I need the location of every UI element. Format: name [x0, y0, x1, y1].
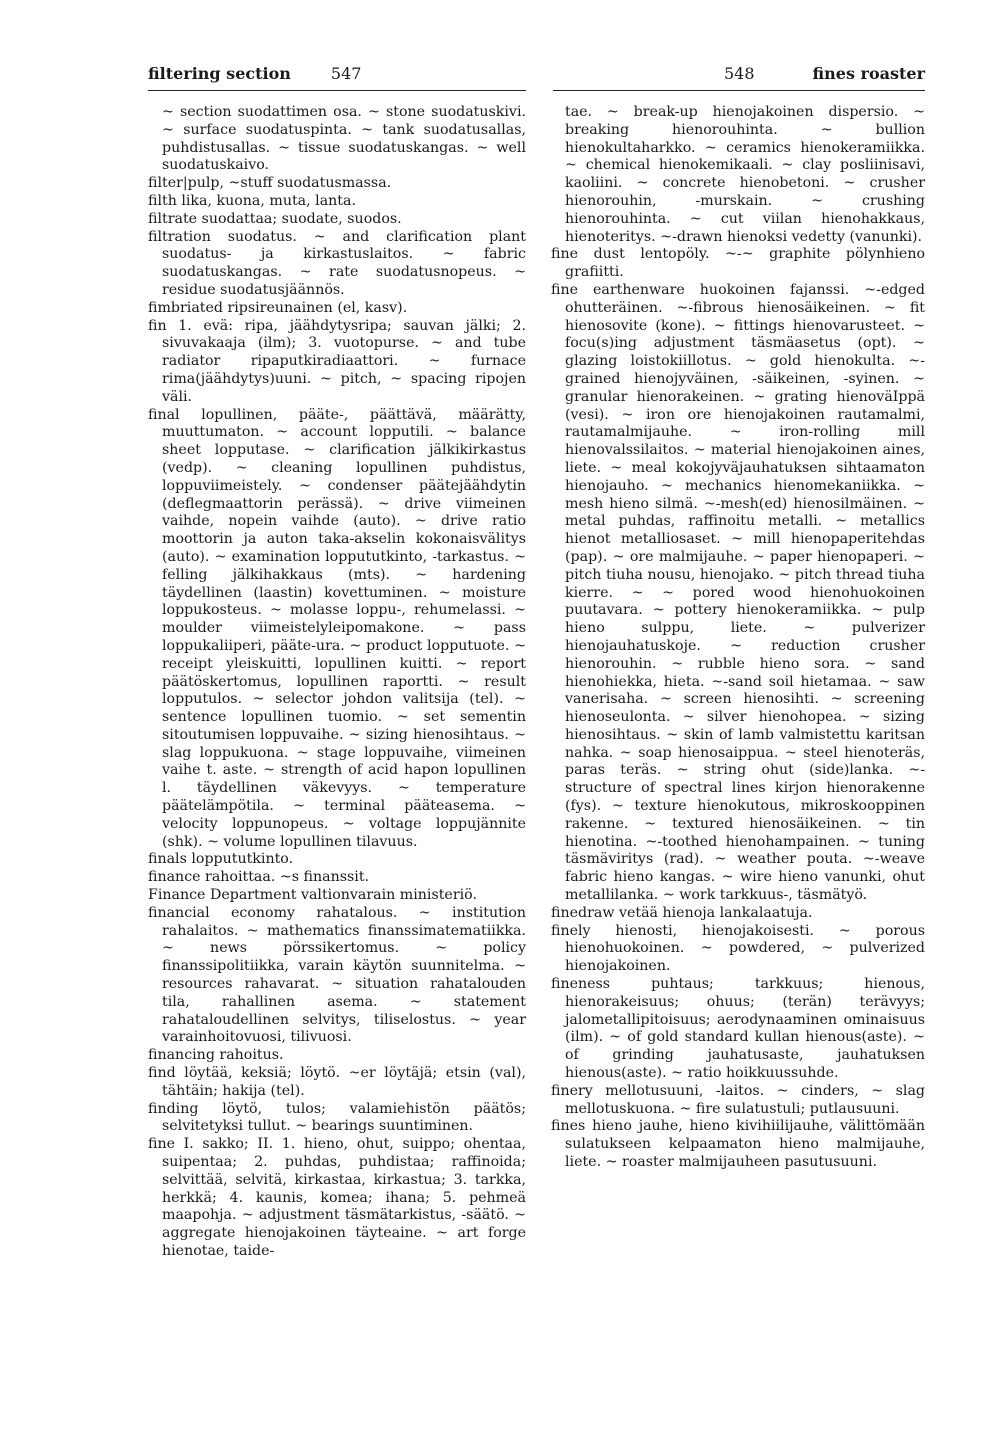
dictionary-entry: fineness puhtaus; tarkkuus; hienous, hienorakeisuus; ohuus; (terän) terävyys; jalometallipitoisuus; aerodynaaminen ominaisuus (ilm). ~ of gold standard kullan hienous(aste). ~ of grinding jauhatusaste, jauhatuksen hienous(aste). ~ ratio hoikkuussuhde.: [551, 976, 925, 1082]
dictionary-entry: finals loppututkinto.: [148, 851, 294, 868]
dictionary-entry: finance rahoittaa. ~s finanssit.: [148, 869, 370, 886]
dictionary-entry: fimbriated ripsireunainen (el, kasv).: [148, 299, 408, 316]
dictionary-entry: fine I. sakko; II. 1. hieno, ohut, suippo; ohentaa, suipentaa; 2. puhdas, puhdistaa; raffinoida; selvittää, selvitä, kirkastaa, kirkastua; 3. tarkka, herkkä; 4. kaunis, komea; ihana; 5. pehmeä maapohja. ~ adjustment täsmätarkistus, -säätö. ~ aggregate hienojakoinen täyteaine. ~ art forge hienotae, taide-: [148, 1136, 526, 1259]
dictionary-entry: financial economy rahatalous. ~ institution rahalaitos. ~ mathematics finanssimatematiikka. ~ news pörssikertomus. ~ policy finanssipolitiikka, varain käytön suunnitelma. ~ resources rahavarat. ~ situation rahatalouden tila, rahallinen asema. ~ statement rahataloudellinen selvitys, tiliselostus. ~ year varainhoitovuosi, tilivuosi.: [148, 904, 526, 1046]
dictionary-entry: ~ section suodattimen osa. ~ stone suodatuskivi. ~ surface suodatuspinta. ~ tank suodatusallas, puhdistusallas. ~ tissue suodatuskangas. ~ well suodatuskaivo.: [162, 104, 526, 174]
left-page-number: 547: [330, 64, 362, 83]
dictionary-entry: fines hieno jauhe, hieno kivihiilijauhe, välittömään sulatukseen kelpaamaton hieno malmijauhe, liete. ~ roaster malmijauheen pasutusuuni.: [551, 1118, 925, 1171]
left-running-head: [148, 64, 526, 91]
dictionary-entry: tae. ~ break-up hienojakoinen dispersio. ~ breaking hienorouhinta. ~ bullion hienokultaharkko. ~ ceramics hienokeramiikka. ~ chemical hienokemikaali. ~ clay posliinisavi, kaoliini. ~ concrete hienobetoni. ~ crusher hienorouhin, -murskain. ~ crushing hienorouhinta. ~ cut viilan hienohakkaus, hienoteritys. ~-drawn hienoksi vedetty (vanunki).: [565, 104, 925, 245]
dictionary-entry: filtrate suodattaa; suodate, suodos.: [148, 210, 402, 227]
right-page-number: 548: [723, 64, 755, 83]
right-running-head: [553, 64, 925, 91]
dictionary-entry: fin 1. evä: ripa, jäähdytysripa; sauvan jälki; 2. sivuvakaaja (ilm); 3. vuotopurse. ~ and tube radiator ripaputkiradiaattori. ~ furnace rima(jäähdytys)uuni. ~ pitch, ~ spacing ripojen väli.: [148, 317, 526, 405]
right-headword: fines roaster: [812, 64, 925, 83]
dictionary-entry: finely hienosti, hienojakoisesti. ~ porous hienohuokoinen. ~ powdered, ~ pulverized hienojakoinen.: [551, 922, 925, 975]
left-headword: filtering section: [148, 64, 291, 83]
right-column: [551, 104, 925, 1172]
dictionary-entry: finery mellotusuuni, -laitos. ~ cinders, ~ slag mellotuskuona. ~ fire sulatustuli; putlausuuni.: [551, 1082, 925, 1117]
dictionary-entry: final lopullinen, pääte-, päättävä, määrätty, muuttumaton. ~ account lopputili. ~ balance sheet lopputase. ~ clarification jälkikirkastus (vedp). ~ cleaning lopullinen puhdistus, loppuviimeistely. ~ condenser päätejäähdytin (deflegmaattorin perässä). ~ drive viimeinen vaihde, nopein vaihde (auto). ~ drive ratio moottorin ja auton taka-akselin kokonaisvälitys (auto). ~ examination loppututkinto, -tarkastus. ~ felling jälkihakkaus (mts). ~ hardening täydellinen (laastin) kovettuminen. ~ moisture loppukosteus. ~ molasse loppu-, rehumelassi. ~ moulder viimeistelyleipomakone. ~ pass loppukaliiperi, pääte-ura. ~ product lopputuote. ~ receipt yleiskuitti, lopullinen kuitti. ~ report päätöskertomus, lopullinen raportti. ~ result lopputulos. ~ selector johdon valitsija (tel). ~ sentence lopullinen tuomio. ~ set sementin sitoutumisen loppuvaihe. ~ sizing hienosihtaus. ~ slag loppukuona. ~ stage loppuvaihe, viimeinen vaihe t. aste. ~ strength of acid hapon lopullinen l. täydellinen väkevyys. ~ temperature päätelämpötila. ~ terminal pääteasema. ~ velocity loppunopeus. ~ voltage loppujännite (shk). ~ volume lopullinen tilavuus.: [148, 406, 526, 850]
dictionary-entry: filter|pulp, ~stuff suodatusmassa.: [148, 175, 392, 192]
left-column: [148, 104, 526, 1261]
dictionary-entry: fine earthenware huokoinen fajanssi. ~-edged ohutteräinen. ~-fibrous hienosäikeinen. ~ fit hienosovite (kone). ~ fittings hienovarusteet. ~ focu(s)ing adjustment täsmäasetus (opt). ~ glazing loistokiillotus. ~ gold hienokulta. ~-grained hienojyväinen, -säikeinen, -syinen. ~ granular hienorakeinen. ~ grating hienoväIppä (vesi). ~ iron ore hienojakoinen rautamalmi, rautamalmijauhe. ~ iron-rolling mill hienovalssilaitos. ~ material hienojakoinen aines, liete. ~ meal kokojyväjauhatuksen sihtaamaton hienojauho. ~ mechanics hienomekaniikka. ~ mesh hieno silmä. ~-mesh(ed) hienosilmäinen. ~ metal puhdas, raffinoitu metalli. ~ metallics hienot metalliosaset. ~ mill hienopaperitehdas (pap). ~ ore malmijauhe. ~ paper hienopaperi. ~ pitch tiuha nousu, hienojako. ~ pitch thread tiuha kierre. ~ ~ pored wood hienohuokoinen puutavara. ~ pottery hienokeramiikka. ~ pulp hieno sulppu, liete. ~ pulverizer hienojauhatuskoje. ~ reduction crusher hienorouhin. ~ rubble hieno sora. ~ sand hienohiekka, hieta. ~-sand soil hietamaa. ~ saw vanerisaha. ~ screen hienosihti. ~ screening hienoseulonta. ~ silver hienohopea. ~ sizing hienosihtaus. ~ skin of lamb valmistettu karitsan nahka. ~ soap hienosaippua. ~ steel hienoteräs, paras teräs. ~ string ohut (side)lanka. ~-structure of spectral lines kirjon hienorakenne (fys). ~ texture hienokutous, mikroskooppinen rakenne. ~ textured hienosäikeinen. ~ tin hienotina. ~-toothed hienohampainen. ~ tuning täsmäviritys (rad). ~ weather pouta. ~-weave fabric hieno kangas. ~ wire hieno vanunki, ohut metallilanka. ~ work tarkkuus-, täsmätyö.: [551, 281, 925, 904]
dictionary-entry: Finance Department valtionvarain ministeriö.: [148, 887, 477, 904]
dictionary-entry: filtration suodatus. ~ and clarification plant suodatus- ja kirkastuslaitos. ~ fabric suodatuskangas. ~ rate suodatusnopeus. ~ residue suodatusjäännös.: [148, 228, 526, 298]
dictionary-entry: finedraw vetää hienoja lankalaatuja.: [551, 904, 813, 921]
dictionary-entry: filth lika, kuona, muta, lanta.: [148, 192, 356, 209]
dictionary-entry: financing rahoitus.: [148, 1047, 284, 1064]
dictionary-entry: finding löytö, tulos; valamiehistön päätös; selvitetyksi tullut. ~ bearings suuntiminen.: [148, 1100, 526, 1135]
dictionary-entry: find löytää, keksiä; löytö. ~er löytäjä; etsin (val), tähtäin; hakija (tel).: [148, 1065, 526, 1099]
dictionary-entry: fine dust lentopöly. ~-~ graphite pölynhieno grafiitti.: [551, 246, 925, 281]
